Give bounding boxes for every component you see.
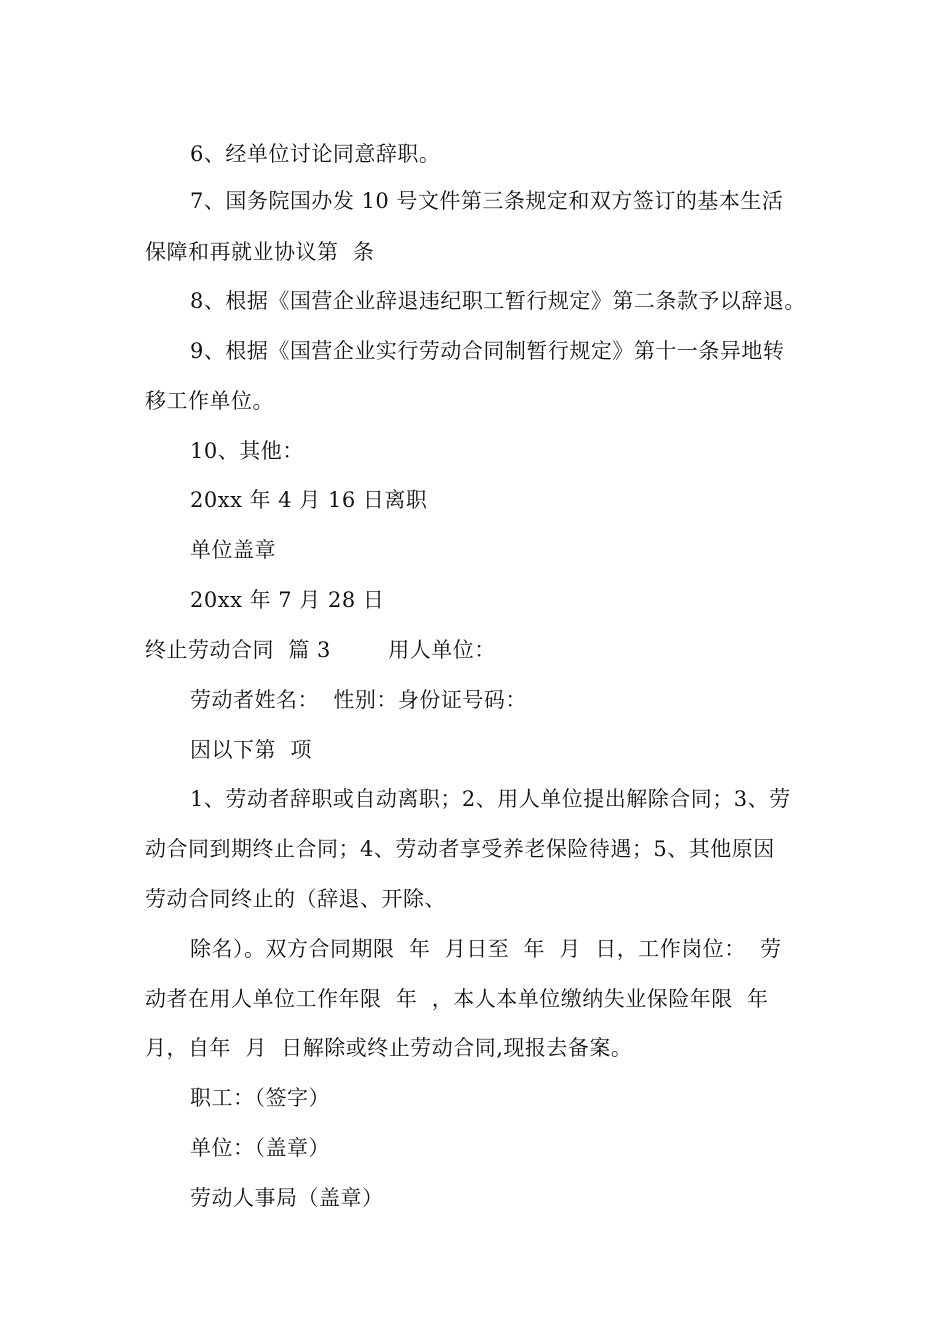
text-line: 动合同到期终止合同；4、劳动者享受养老保险待遇；5、其他原因 — [145, 837, 775, 861]
text-line: 劳动者姓名： 性别：身份证号码： — [190, 688, 527, 712]
text-line: 移工作单位。 — [145, 389, 274, 413]
text-line: 10、其他： — [190, 439, 304, 463]
text-line: 20xx 年 4 月 16 日离职 — [190, 488, 428, 512]
section-heading: 终止劳动合同 篇 3 用人单位： — [145, 638, 496, 662]
text-line: 劳动合同终止的（辞退、开除、 — [145, 887, 446, 911]
seal-line: 单位：（盖章） — [190, 1136, 330, 1160]
signature-line: 职工：（签字） — [190, 1086, 330, 1110]
text-line: 除名）。双方合同期限 年 月日至 年 月 日，工作岗位： 劳 — [190, 937, 782, 961]
text-line: 月，自年 月 日解除或终止劳动合同,现报去备案。 — [145, 1036, 633, 1060]
text-line: 7、国务院国办发 10 号文件第三条规定和双方签订的基本生活 — [190, 189, 784, 213]
text-line: 6、经单位讨论同意辞职。 — [190, 142, 441, 166]
seal-line: 劳动人事局（盖章） — [190, 1186, 384, 1210]
text-line: 1、劳动者辞职或自动离职；2、用人单位提出解除合同；3、劳 — [190, 787, 791, 811]
text-line: 保障和再就业协议第 条 — [145, 240, 375, 264]
text-line: 单位盖章 — [190, 538, 276, 562]
text-line: 因以下第 项 — [190, 738, 312, 762]
text-line: 动者在用人单位工作年限 年 ，本人本单位缴纳失业保险年限 年 — [145, 987, 769, 1011]
text-line: 20xx 年 7 月 28 日 — [190, 588, 385, 612]
text-line: 8、根据《国营企业辞退违纪职工暂行规定》第二条款予以辞退。 — [190, 289, 806, 313]
text-line: 9、根据《国营企业实行劳动合同制暂行规定》第十一条异地转 — [190, 339, 785, 363]
